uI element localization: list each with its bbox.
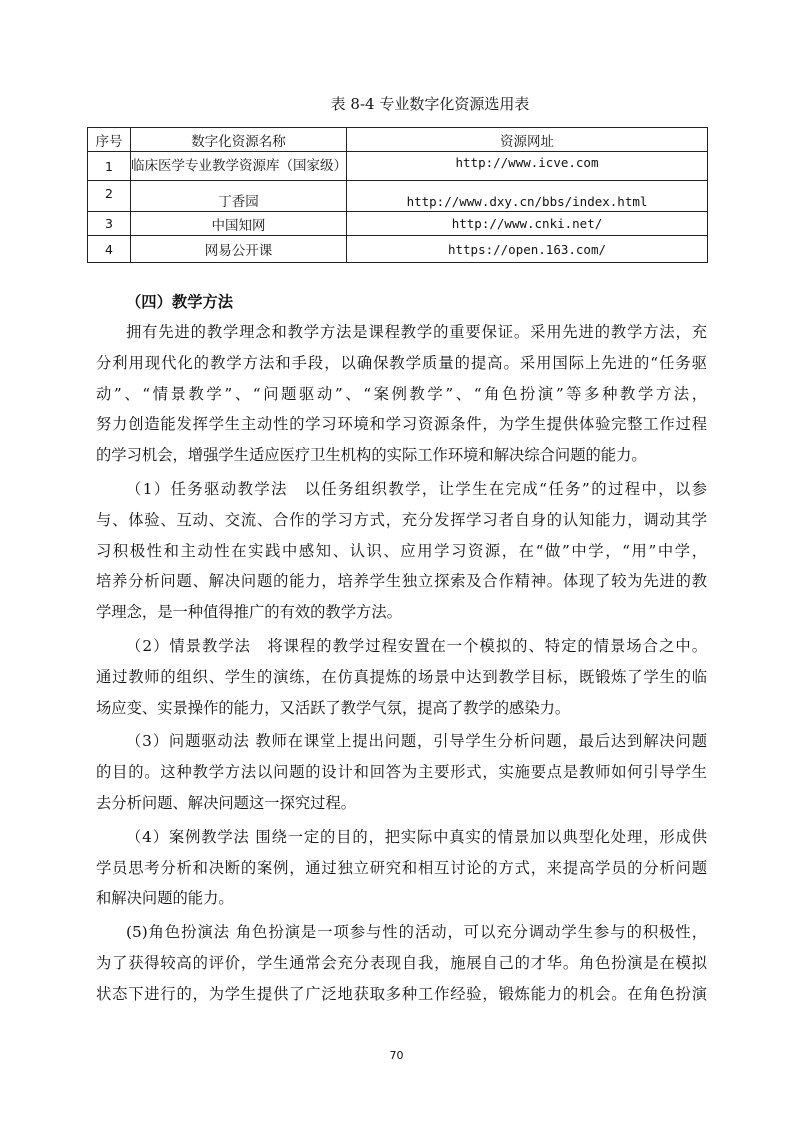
table-row [88, 212, 708, 236]
paragraph [96, 917, 707, 1009]
paragraph-line: 和解决问题的能力。 [96, 889, 234, 908]
section-heading: （四）教学方法 [126, 293, 234, 311]
table-row [88, 181, 708, 212]
cell-index: 4 [88, 236, 131, 263]
paragraph-line: 通过教师的组织、学生的演练，在仿真提炼的场景中达到教学目标，既锻炼了学生的临 [96, 667, 707, 686]
paragraph-line: 的学习机会，增强学生适应医疗卫生机构的实际工作环境和解决综合问题的能力。 [96, 446, 647, 465]
table-header-row [88, 128, 708, 152]
section-body [96, 288, 707, 1013]
table-row [88, 152, 708, 181]
cell-url: https://open.163.com/ [347, 236, 708, 263]
cell-url: http://www.icve.com [347, 152, 708, 181]
paragraph [96, 631, 707, 723]
paragraph-line: 动”、“情景教学”、“问题驱动”、“案例教学”、“角色扮演”等多种教学方法， [96, 384, 707, 403]
cell-name: 丁香园 [131, 181, 347, 212]
header-name: 数字化资源名称 [131, 128, 347, 152]
cell-index: 1 [88, 152, 131, 181]
paragraph-line: 场应变、实景操作的能力，又活跃了教学气氛，提高了教学的感染力。 [96, 698, 571, 717]
paragraph-line: 努力创造能发挥学生主动性的学习环境和学习资源条件，为学生提供体验完整工作过程 [96, 415, 707, 434]
paragraph-line: （3）问题驱动法 教师在课堂上提出问题，引导学生分析问题，最后达到解决问题 [126, 732, 707, 751]
paragraph [96, 317, 707, 471]
header-index: 序号 [88, 128, 131, 152]
paragraph-line: （1）任务驱动教学法 以任务组织教学，让学生在完成“任务”的过程中，以参 [126, 479, 707, 498]
cell-name: 中国知网 [131, 212, 347, 236]
table-caption: 表 8-4 专业数字化资源选用表 [330, 95, 530, 113]
paragraph [96, 726, 707, 818]
paragraph-line: 为了获得较高的评价，学生通常会充分表现自我，施展自己的才华。角色扮演是在模拟 [96, 953, 707, 972]
cell-url: http://www.dxy.cn/bbs/index.html [347, 181, 708, 212]
paragraph-line: 学员思考分析和决断的案例，通过独立研究和相互讨论的方式，来提高学员的分析问题 [96, 858, 707, 877]
cell-index: 3 [88, 212, 131, 236]
header-url: 资源网址 [347, 128, 708, 152]
paragraphs [96, 317, 707, 1010]
paragraph-line: 分利用现代化的教学方法和手段，以确保教学质量的提高。采用国际上先进的“任务驱 [96, 353, 707, 372]
paragraph-line: 培养分析问题、解决问题的能力，培养学生独立探索及合作精神。体现了较为先进的教 [96, 572, 707, 591]
page-number: 70 [389, 1049, 404, 1062]
cell-url: http://www.cnki.net/ [347, 212, 708, 236]
paragraph-line: 与、体验、互动、交流、合作的学习方式，充分发挥学习者自身的认知能力，调动其学 [96, 510, 707, 529]
paragraph-line: （2）情景教学法 将课程的教学过程安置在一个模拟的、特定的情景场合之中。 [126, 636, 707, 655]
table-row [88, 236, 708, 263]
paragraph-line: 学理念，是一种值得推广的有效的教学方法。 [96, 603, 402, 622]
paragraph-line: 拥有先进的教学理念和教学方法是课程教学的重要保证。采用先进的教学方法，充 [126, 323, 707, 341]
digital-resources-table [87, 127, 708, 263]
paragraph-line: 习积极性和主动性在实践中感知、认识、应用学习资源，在“做”中学，“用”中学， [96, 541, 707, 560]
paragraph-line: （4）案例教学法 围绕一定的目的，把实际中真实的情景加以典型化处理，形成供 [126, 827, 707, 846]
cell-name: 临床医学专业教学资源库（国家级） [131, 152, 347, 181]
paragraph-line: 状态下进行的，为学生提供了广泛地获取多种工作经验，锻炼能力的机会。在角色扮演 [96, 984, 707, 1003]
cell-name: 网易公开课 [131, 236, 347, 263]
cell-index: 2 [88, 181, 131, 212]
paragraph-line: 的目的。这种教学方法以问题的设计和回答为主要形式，实施要点是教师如何引导学生 [96, 763, 707, 782]
paragraph-line: 去分析问题、解决问题这一探究过程。 [96, 793, 357, 812]
paragraph [96, 474, 707, 628]
paragraph [96, 822, 707, 914]
paragraph-line: (5)角色扮演法 角色扮演是一项参与性的活动，可以充分调动学生参与的积极性， [126, 923, 707, 942]
